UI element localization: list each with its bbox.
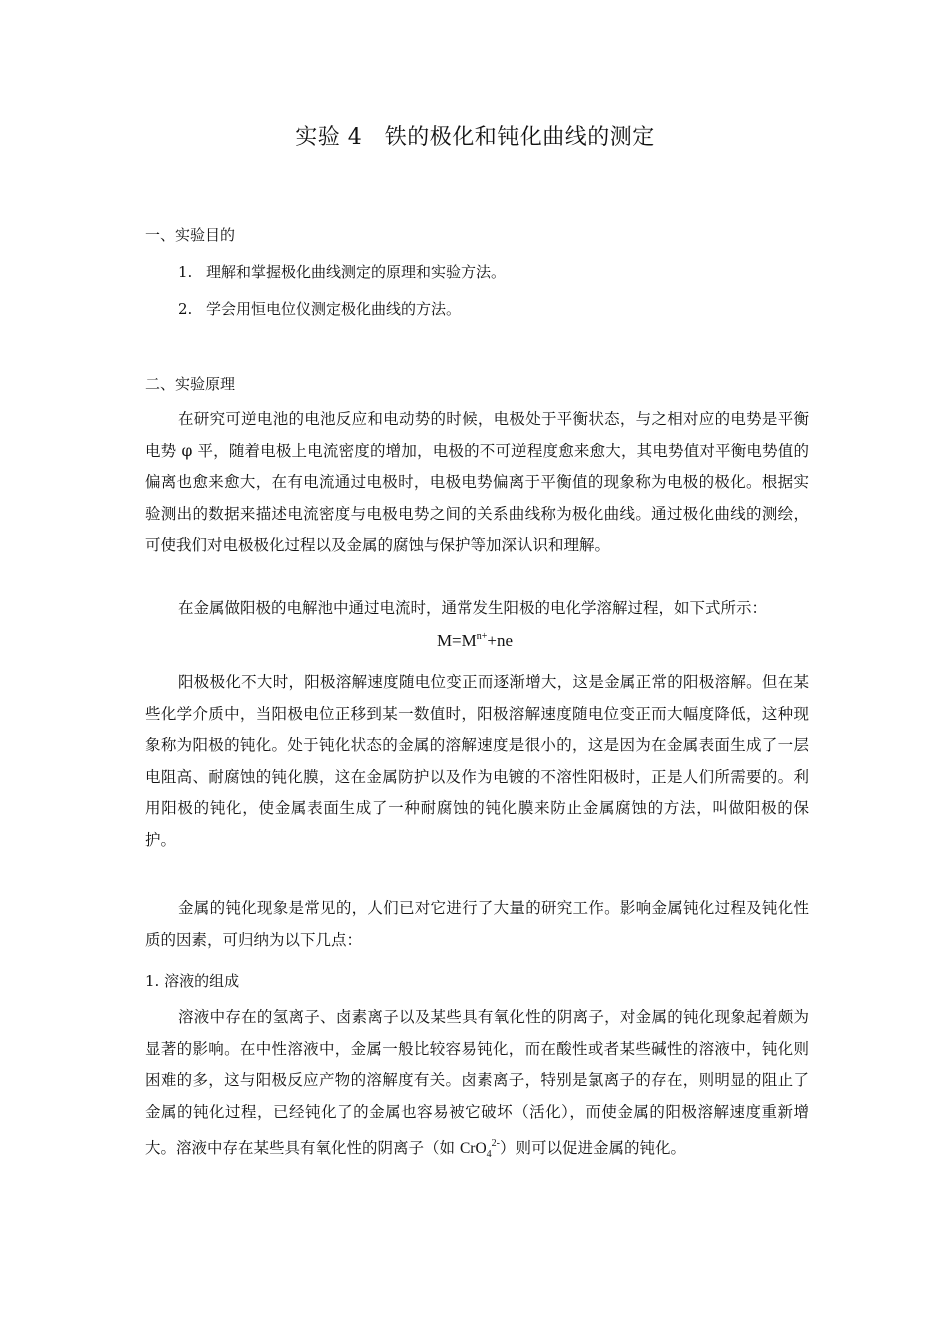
formula-left: M=M <box>436 631 477 650</box>
list-text: 学会用恒电位仪测定极化曲线的方法。 <box>206 300 462 318</box>
list-text: 理解和掌握极化曲线测定的原理和实验方法。 <box>206 263 507 281</box>
section-heading-purpose: 一、实验目的 <box>145 226 236 244</box>
paragraph-passivation-factors: 金属的钝化现象是常见的，人们已对它进行了大量的研究工作。影响金属钝化过程及钝化性质的因素，可归纳为以下几点： <box>145 899 809 949</box>
purpose-item-1 <box>178 261 506 282</box>
paragraph-solution-composition <box>145 1002 809 1171</box>
list-number: 1. <box>178 263 193 281</box>
chem-subscript: 4 <box>486 1149 492 1160</box>
paragraph-polarization: 在研究可逆电池的电池反应和电动势的时候，电极处于平衡状态，与之相对应的电势是平衡电势 φ 平，随着电极上电流密度的增加，电极的不可逆程度愈来愈大，其电势值对平衡电势值的偏离也愈来愈大，在有电流通过电极时，电极电势偏离于平衡值的现象称为电极的极化。根据实验测出的数据来描述电流密度与电极电势之间的关系曲线称为极化曲线。通过极化曲线的测绘，可使我们对电极极化过程以及金属的腐蚀与保护等加深认识和理解。 <box>145 410 809 554</box>
paragraph-text-end: ）则可以促进金属的钝化。 <box>499 1139 686 1157</box>
paragraph-anode-dissolution: 在金属做阳极的电解池中通过电流时，通常发生阳极的电化学溶解过程，如下式所示： <box>178 599 768 617</box>
chem-base: CrO <box>459 1140 487 1157</box>
list-number: 2. <box>178 300 193 318</box>
page-title: 实验 4 铁的极化和钝化曲线的测定 <box>295 125 655 150</box>
dissolution-formula <box>0 631 950 651</box>
paragraph-passivation: 阳极极化不大时，阳极溶解速度随电位变正而逐渐增大，这是金属正常的阳极溶解。但在某些化学介质中，当阳极电位正移到某一数值时，阳极溶解速度随电位变正而大幅度降低，这种现象称为阳极的钝化。处于钝化状态的金属的溶解速度是很小的，这是因为在金属表面生成了一层电阻高、耐腐蚀的钝化膜，这在金属防护以及作为电镀的不溶性阳极时，正是人们所需要的。利用阳极的钝化，使金属表面生成了一种耐腐蚀的钝化膜来防止金属腐蚀的方法，叫做阳极的保护。 <box>145 673 809 849</box>
paragraph-text: 溶液中存在的氢离子、卤素离子以及某些具有氧化性的阴离子，对金属的钝化现象起着颇为显著的影响。在中性溶液中，金属一般比较容易钝化，而在酸性或者某些碱性的溶液中，钝化则困难的多，这与阳极反应产物的溶解度有关。卤素离子，特别是氯离子的存在，则明显的阻止了金属的钝化过程，已经钝化了的金属也容易被它破坏（活化），而使金属的阳极溶解速度重新增大。溶液中存在某些具有氧化性的阴离子（如 <box>145 1008 809 1157</box>
subheading-solution-composition: 1. 溶液的组成 <box>145 972 240 990</box>
chromate-formula <box>459 1138 500 1160</box>
purpose-item-2 <box>178 298 461 319</box>
chem-superscript: 2- <box>491 1138 500 1149</box>
formula-right: +ne <box>487 631 514 650</box>
formula-superscript: n+ <box>476 631 488 642</box>
section-heading-principle: 二、实验原理 <box>145 375 236 393</box>
